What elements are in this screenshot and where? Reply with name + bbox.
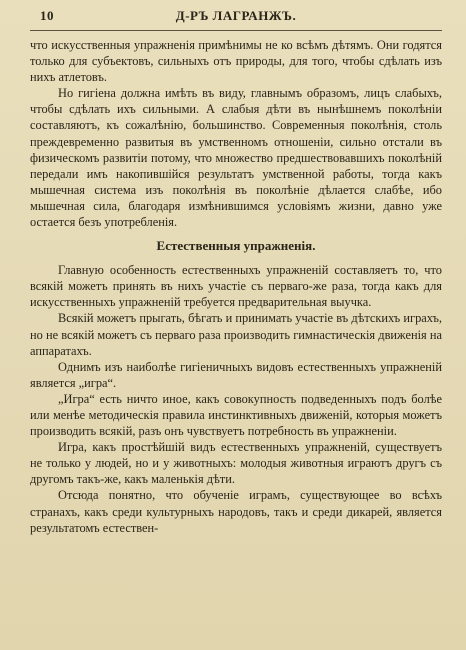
paragraph: Отсюда понятно, что обученіе играмъ, существующее во всѣхъ странахъ, какъ среди культурныхъ народовъ, такъ и среди дикарей, является результатомъ естествен-	[30, 488, 442, 535]
page-header	[30, 6, 442, 26]
page-number: 10	[40, 8, 54, 23]
body-text	[30, 37, 442, 536]
paragraph: Однимъ изъ наиболѣе гигіеничныхъ видовъ естественныхъ упражненій является „игра“.	[30, 359, 442, 390]
paragraph: Всякій можетъ прыгать, бѣгать и принимать участіе въ дѣтскихъ играхъ, но не всякій можетъ съ перваго раза производить гимнастическія движенія на аппаратахъ.	[30, 311, 442, 358]
paragraph: Главную особенность естественныхъ упражненій составляетъ то, что всякій можетъ принять въ нихъ участіе съ перваго-же раза, тогда какъ для искусственныхъ упражненій требуется предварительная выучка.	[30, 263, 442, 310]
header-rule	[30, 30, 442, 31]
paragraph: Игра, какъ простѣйшій видъ естественныхъ упражненій, существуетъ не только у людей, но и у животныхъ: молодыя животныя играютъ другъ съ другомъ такъ-же, какъ маленькія дѣти.	[30, 440, 442, 487]
paragraph: Но гигіена должна имѣть въ виду, главнымъ образомъ, лицъ слабыхъ, чтобы сдѣлать ихъ сильными. А слабыя дѣти въ нынѣшнемъ поколѣніи составляютъ, къ сожалѣнію, большинство. Современныя поколѣнія, столь преждевременно развитыя въ умственномъ отношеніи, сильно отстали въ физическомъ развитіи потому, что множество предшествовавшихъ поколѣній передали имъ накопившійся результатъ умственной работы, тогда какъ мышечная система изъ поколѣнія въ поколѣніе дѣлается слабѣе, ибо мышечная сила, благодаря измѣнившимся условіямъ жизни, давно уже остается безъ употребленія.	[30, 86, 442, 230]
running-title: Д-РЪ ЛАГРАНЖЪ.	[175, 8, 297, 23]
section-heading: Естественныя упражненія.	[156, 238, 316, 254]
paragraph: что искусственныя упражненія примѣнимы не ко всѣмъ дѣтямъ. Они годятся только для субъектовъ, сильныхъ отъ природы, для того, чтобы сдѣлать изъ нихъ атлетовъ.	[30, 38, 442, 85]
paragraph: „Игра“ есть ничто иное, какъ совокупность подведенныхъ подъ болѣе или менѣе методическія правила инстинктивныхъ движеній, которыя можетъ производить всякій, разъ онъ чувствуетъ потребность въ упражненіи.	[30, 391, 442, 439]
